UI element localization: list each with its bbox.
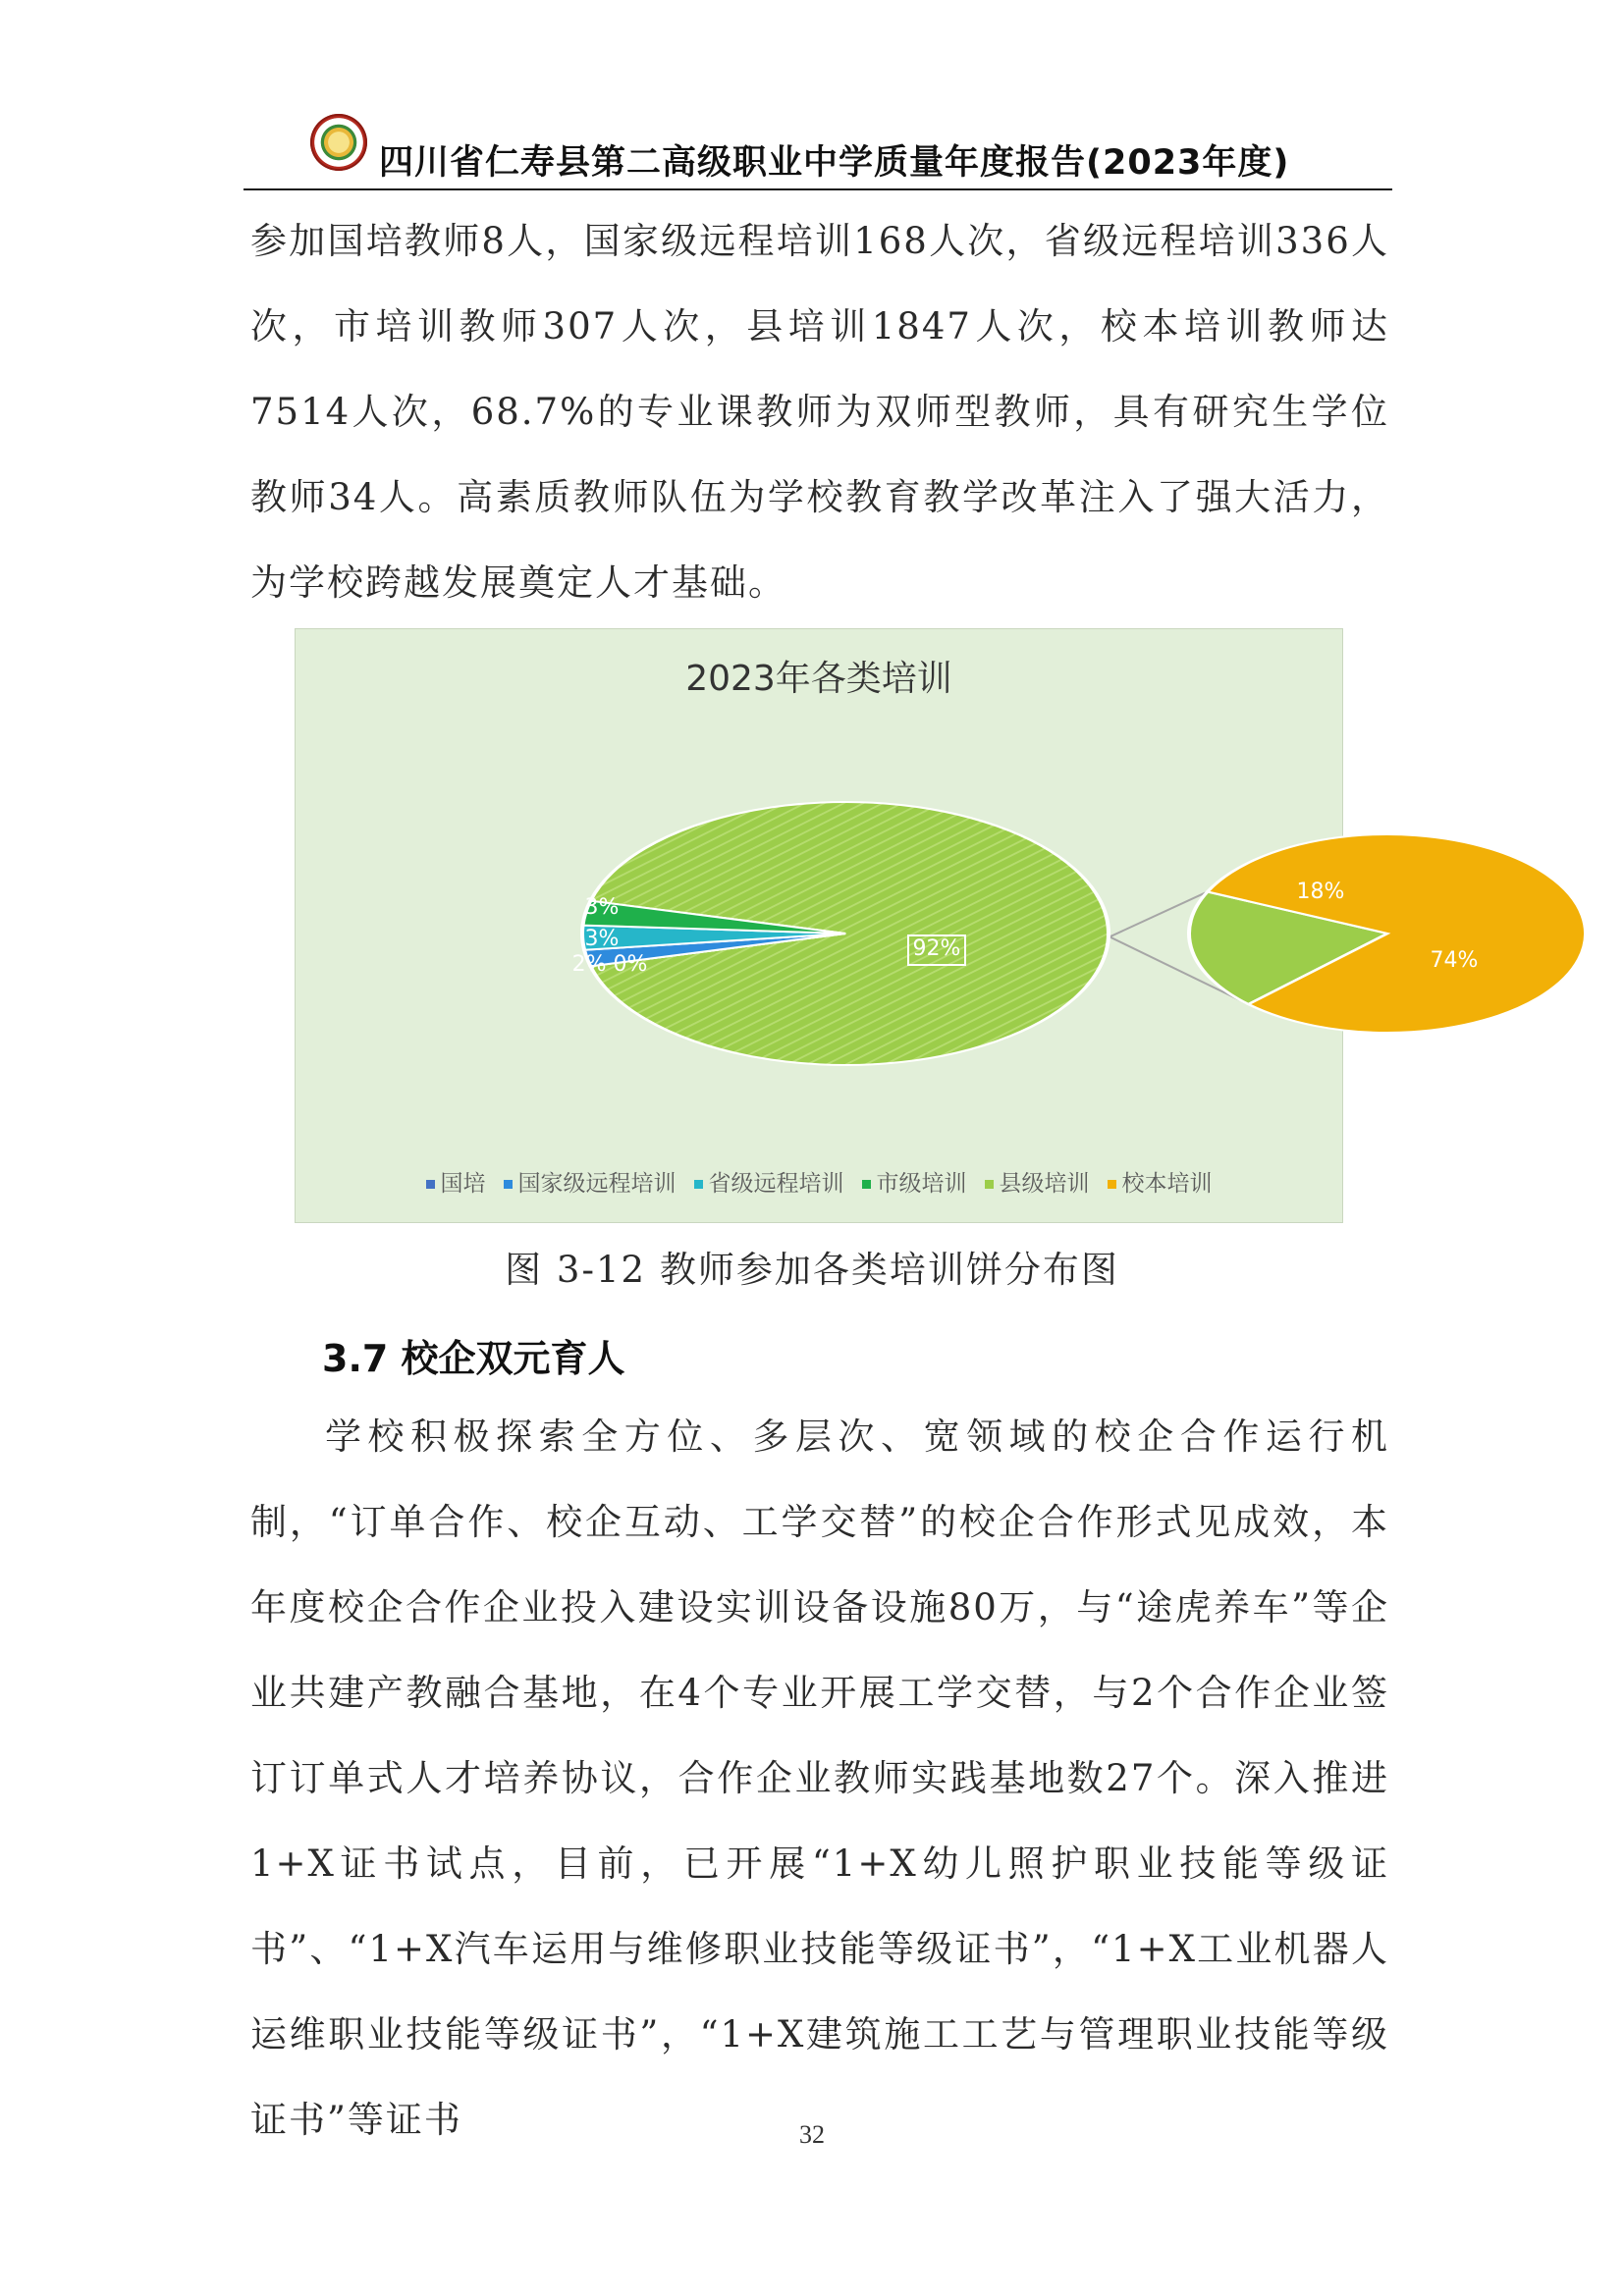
legend-label-5: 校本培训: [1121, 1171, 1213, 1197]
legend-item-4: [985, 1165, 1090, 1198]
legend-item-5: [1108, 1165, 1213, 1198]
legend-swatch-5: [1108, 1180, 1116, 1189]
chart-title: 2023年各类培训: [685, 659, 952, 699]
legend-label-3: 市级培训: [876, 1171, 967, 1197]
legend-item-3: [862, 1165, 967, 1198]
paragraph-intro: 参加国培教师8人，国家级远程培训168人次，省级远程培训336人次，市培训教师307人次，县培训1847人次，校本培训教师达7514人次，68.7%的专业课教师为双师型教师，具有研究生学位教师34人。高素质教师队伍为学校教育教学改革注入了强大活力，为学校跨越发展奠定人才基础。: [250, 220, 1389, 604]
page-header: [244, 98, 1392, 190]
legend-label-0: 国培: [440, 1171, 486, 1197]
data-label-main-other: 92%: [912, 936, 961, 961]
legend-label-2: 省级远程培训: [708, 1171, 844, 1197]
legend-label-1: 国家级远程培训: [517, 1171, 677, 1197]
legend-label-4: 县级培训: [999, 1171, 1090, 1197]
legend-item-1: [504, 1165, 677, 1198]
legend-swatch-1: [504, 1180, 513, 1189]
legend-item-2: [694, 1165, 844, 1198]
legend-swatch-0: [426, 1180, 435, 1189]
chart-canvas: [296, 629, 1479, 1222]
secondary-pie: [1189, 834, 1586, 1033]
legend-swatch-4: [985, 1180, 994, 1189]
legend-swatch-3: [862, 1180, 871, 1189]
pie-chart: [295, 628, 1479, 1223]
data-label-main-2: 3%: [584, 927, 620, 951]
page-number: 32: [799, 2120, 825, 2149]
figure-caption: 图 3-12 教师参加各类培训饼分布图: [505, 1249, 1119, 1291]
data-label-main-1: 2% 0%: [571, 952, 648, 977]
legend-swatch-2: [694, 1180, 703, 1189]
section-heading: 3.7 校企双元育人: [322, 1337, 625, 1380]
data-label-sec-0: 18%: [1296, 880, 1345, 904]
chart-legend: [296, 1165, 1342, 1198]
school-logo: [310, 114, 367, 171]
header-title: 四川省仁寿县第二高级职业中学质量年度报告(2023年度): [379, 143, 1290, 183]
legend-item-0: [426, 1165, 486, 1198]
data-label-sec-1: 74%: [1430, 948, 1479, 973]
paragraph-section-body: 学校积极探索全方位、多层次、宽领域的校企合作运行机制，“订单合作、校企互动、工学交替”的校企合作形式见成效，本年度校企合作企业投入建设实训设备设施80万，与“途虎养车”等企业共建产教融合基地，在4个专业开展工学交替，与2个合作企业签订订单式人才培养协议，合作企业教师实践基地数27个。深入推进1+X证书试点，目前，已开展“1+X幼儿照护职业技能等级证书”、“1+X汽车运用与维修职业技能等级证书”，“1+X工业机器人运维职业技能等级证书”，“1+X建筑施工工艺与管理职业技能等级证书”等证书: [250, 1415, 1389, 2141]
data-label-main-3: 3%: [584, 895, 620, 920]
main-pie: [572, 802, 1109, 1065]
